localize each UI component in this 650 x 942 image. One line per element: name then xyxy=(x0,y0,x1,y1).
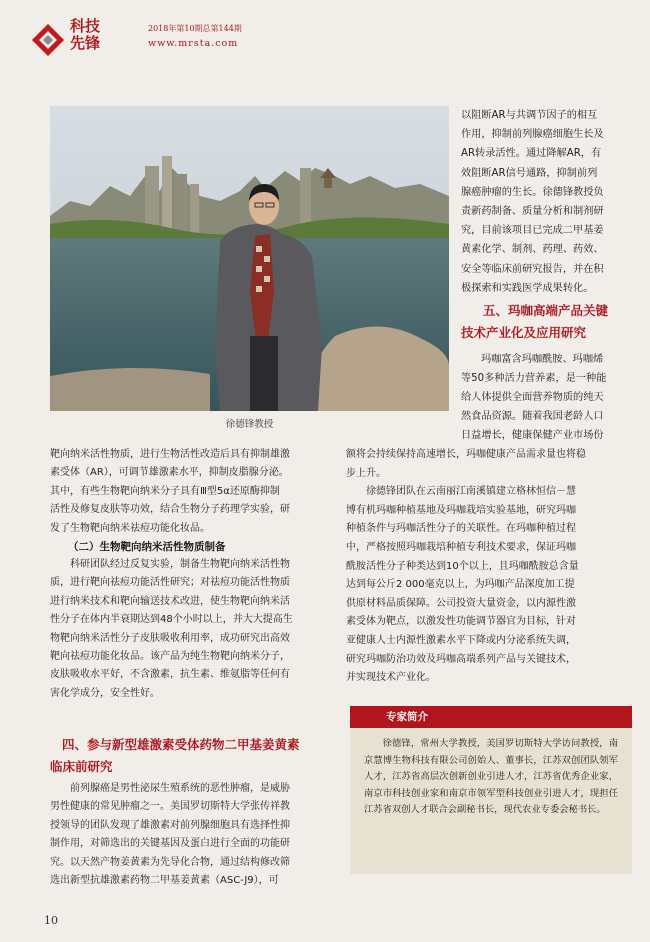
section4-text xyxy=(50,780,338,890)
left-column xyxy=(50,446,338,703)
section5-narrow-text xyxy=(461,350,631,445)
text-line: 腺癌肿瘤的生长。徐德锋教授负 xyxy=(461,186,604,198)
text-line: 活性及修复皮肤等功效，结合生物分子药理学实验，研 xyxy=(50,504,290,516)
expert-bio: 徐德锋，常州大学教授，美国罗切斯特大学访问教授，南京慧博生物科技有限公司创始人、董事长，江苏双创团队领军人才，江苏省高层次创新创业引进人才，江苏省优秀企业家，南京市科技创业家和南京市领军型科技创业引进人才，现担任江苏省双创人才联合会副秘书长，现代农业专委会秘书长。 xyxy=(364,738,618,816)
text-line: 极探索和实践医学成果转化。 xyxy=(461,282,594,294)
text-line: 素受体为靶点，以激发性功能调节器官为目标，针对 xyxy=(346,616,576,628)
photo-caption: 徐德锋教授 xyxy=(225,419,274,430)
text-line: 安全等临床前研究报告，并在积 xyxy=(461,263,604,275)
expert-box-title: 专家简介 xyxy=(386,711,428,723)
text-line: 供原材料品质保障。公司投资大量资金，以内源性激 xyxy=(346,597,576,609)
text-line: 制作用，对筛选出的关键基因及蛋白进行全面的功能研 xyxy=(50,838,290,850)
section5-wide-text xyxy=(346,446,632,688)
page-number: 10 xyxy=(44,914,58,927)
text-line: 素受体（AR），可调节雄激素水平，抑制皮脂腺分泌。 xyxy=(50,467,289,479)
section4-heading-line1: 四、参与新型雄激素受体药物二甲基姜黄素 xyxy=(62,737,300,752)
text-line: 亚健康人士内源性激素水平下降或内分泌系统失调， xyxy=(346,634,576,646)
text-line: 以阻断AR与共调节因子的相互 xyxy=(461,110,598,121)
text-line: 玛咖富含玛咖酰胺、玛咖烯 xyxy=(481,354,604,365)
text-line: 徐德锋团队在云南丽江南溪镇建立格林恒信－慧 xyxy=(346,486,576,498)
text-line: 作用，抑制前列腺癌细胞生长及 xyxy=(461,129,604,141)
text-line: 究，目前该项目已完成二甲基姜 xyxy=(461,225,604,237)
text-line: 等50多种活力营养素，是一种能 xyxy=(461,373,607,384)
expert-profile-box xyxy=(350,706,632,874)
section4-heading-line2: 临床前研究 xyxy=(50,759,113,774)
text-line: 效阻断AR信号通路，抑制前列 xyxy=(461,167,598,179)
text-line: 研究玛咖防治功效及玛咖高端系列产品与关键技术， xyxy=(346,653,576,665)
magazine-logo xyxy=(30,18,150,70)
text-line: 害化学成分，安全性好。 xyxy=(50,687,160,699)
text-line: 额将会持续保持高速增长，玛咖健康产品需求量也将稳 xyxy=(346,449,586,460)
subsection2-heading: （二）生物靶向纳米活性物质制备 xyxy=(68,541,226,554)
text-line: 质，进行靶向祛痘功能活性研究；对祛痘功能活性物质 xyxy=(50,577,290,589)
portrait-scene-image xyxy=(50,106,449,411)
section5-heading-line1: 五、玛咖高端产品关键 xyxy=(483,303,609,318)
website: www.mrsta.com xyxy=(148,38,239,49)
text-line: 博有机玛咖种植基地及玛咖栽培实验基地，研究玛咖 xyxy=(346,504,576,516)
logo-text-bottom: 先锋 xyxy=(70,34,101,52)
text-line: 责新药制备、质量分析和制剂研 xyxy=(461,206,604,218)
text-line: 步上升。 xyxy=(346,467,386,479)
text-line: 进行纳米技术和靶向输送技术改进，使生物靶向纳米活 xyxy=(50,595,290,607)
expert-box-header xyxy=(350,706,632,728)
text-line: 并实现技术产业化。 xyxy=(346,672,436,684)
text-line: 前列腺癌是男性泌尿生殖系统的恶性肿瘤，是威胁 xyxy=(50,783,290,794)
section4-heading xyxy=(50,734,352,778)
text-line: 皮肤吸收水平好，不含激素，抗生素、维氨脂等任何有 xyxy=(50,669,290,681)
text-line: 靶向纳米活性物质，进行生物活性改造后具有抑制雄激 xyxy=(50,449,290,460)
section5-heading-line2: 技术产业化及应用研究 xyxy=(461,325,587,340)
text-line: 黄素化学、制剂、药理、药效、 xyxy=(461,244,604,256)
text-line: 靶向祛痘功能化妆品。该产品为纯生物靶向纳米分子， xyxy=(50,651,290,663)
text-line: 日益增长，健康保健产业市场份 xyxy=(461,430,604,441)
text-line: 发了生物靶向纳米祛痘功能化妆品。 xyxy=(50,522,210,534)
text-line: 种植条件与玛咖活性分子的关联性。在玛咖种植过程 xyxy=(346,523,576,535)
right-column-top xyxy=(461,106,631,298)
section5-heading xyxy=(461,300,633,344)
text-line: 其中，有些生物靶向纳米分子具有Ⅲ型5α还原酶抑制 xyxy=(50,485,280,497)
text-line: 给人体提供全面营养物质的纯天 xyxy=(461,392,604,403)
logo-mark-icon xyxy=(30,22,66,58)
text-line: 中，严格按照玛咖栽培种植专利技术要求，保证玛咖 xyxy=(346,541,576,553)
text-line: 性分子在体内半衰期达到48个小时以上，并大大提高生 xyxy=(50,614,293,626)
text-line: 授领导的团队发现了雄激素对前列腺细胞具有选择性抑 xyxy=(50,819,290,831)
text-line: 究。以天然产物姜黄素为先导化合物，通过结构修改筛 xyxy=(50,856,290,868)
text-line: 酰胺活性分子种类达到10个以上，且玛咖酰胺总含量 xyxy=(346,560,579,572)
text-line: 科研团队经过反复实验，制备生物靶向纳米活性物 xyxy=(50,559,290,571)
text-line: 物靶向纳米活性分子皮肤吸收利用率，成功研究出高效 xyxy=(50,632,290,644)
logo-text-top: 科技 xyxy=(70,17,101,35)
text-line: 达到每公斤2 000毫克以上，为玛咖产品深度加工提 xyxy=(346,579,575,591)
portrait-photo xyxy=(50,106,449,411)
text-line: 男性健康的常见肿瘤之一。美国罗切斯特大学张传祥教 xyxy=(50,801,290,813)
text-line: AR转录活性。通过降解AR，有 xyxy=(461,148,602,160)
text-line: 然食品资源。随着我国老龄人口 xyxy=(461,411,604,422)
text-line: 选出新型抗雄激素药物二甲基姜黄素（ASC-J9），可 xyxy=(50,875,279,887)
issue-info: 2018年第10期总第144期 xyxy=(148,24,242,33)
